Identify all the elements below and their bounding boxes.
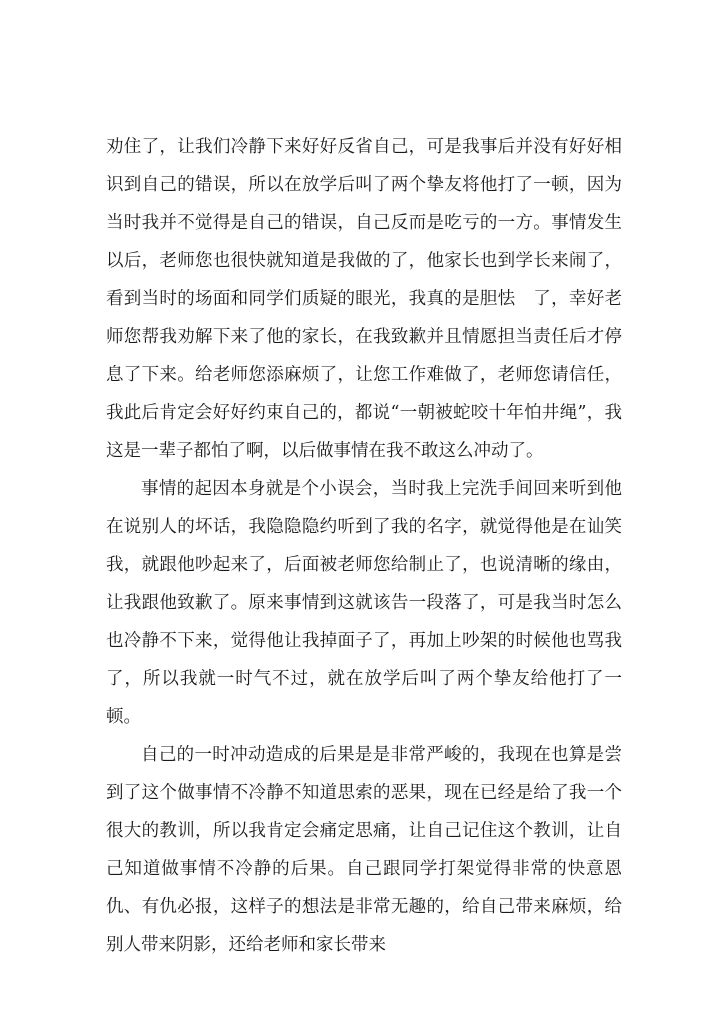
paragraph-1: 劝住了，让我们冷静下来好好反省自己，可是我事后并没有好好相识到自己的错误，所以在放学后叫了两个挚友将他打了一顿，因为当时我并不觉得是自己的错误，自己反而是吃亏的一方。事情发生以后，老师您也很快就知道是我做的了，他家长也到学长来闹了，看到当时的场面和同学们质疑的眼光，我真的是胆怯 了，幸好老师您帮我劝解下来了他的家长，在我致歉并且情愿担当责任后才停息了下来。给老师您添麻烦了，让您工作难做了，老师您请信任，我此后肯定会好好约束自己的，都说“一朝被蛇咬十年怕井绳”，我这是一辈子都怕了啊，以后做事情在我不敢这么冲动了。 [106,137,622,461]
document-body [106,128,622,964]
paragraph-2: 事情的起因本身就是个小误会，当时我上完洗手间回来听到他在说别人的坏话，我隐隐隐约听到了我的名字，就觉得他是在讪笑我，就跟他吵起来了，后面被老师您给制止了，也说清晰的缘由，让我跟他致歉了。原来事情到这就该告一段落了，可是我当时怎么也冷静不下来，觉得他让我掉面子了，再加上吵架的时候他也骂我了，所以我就一时气不过，就在放学后叫了两个挚友给他打了一顿。 [106,479,622,727]
paragraph-3: 自己的一时冲动造成的后果是是非常严峻的，我现在也算是尝到了这个做事情不冷静不知道思索的恶果，现在已经是给了我一个很大的教训，所以我肯定会痛定思痛，让自己记住这个教训，让自己知道做事情不冷静的后果。自己跟同学打架觉得非常的快意恩仇、有仇必报，这样子的想法是非常无趣的，给自己带来麻烦，给别人带来阴影，还给老师和家长带来 [106,745,622,955]
